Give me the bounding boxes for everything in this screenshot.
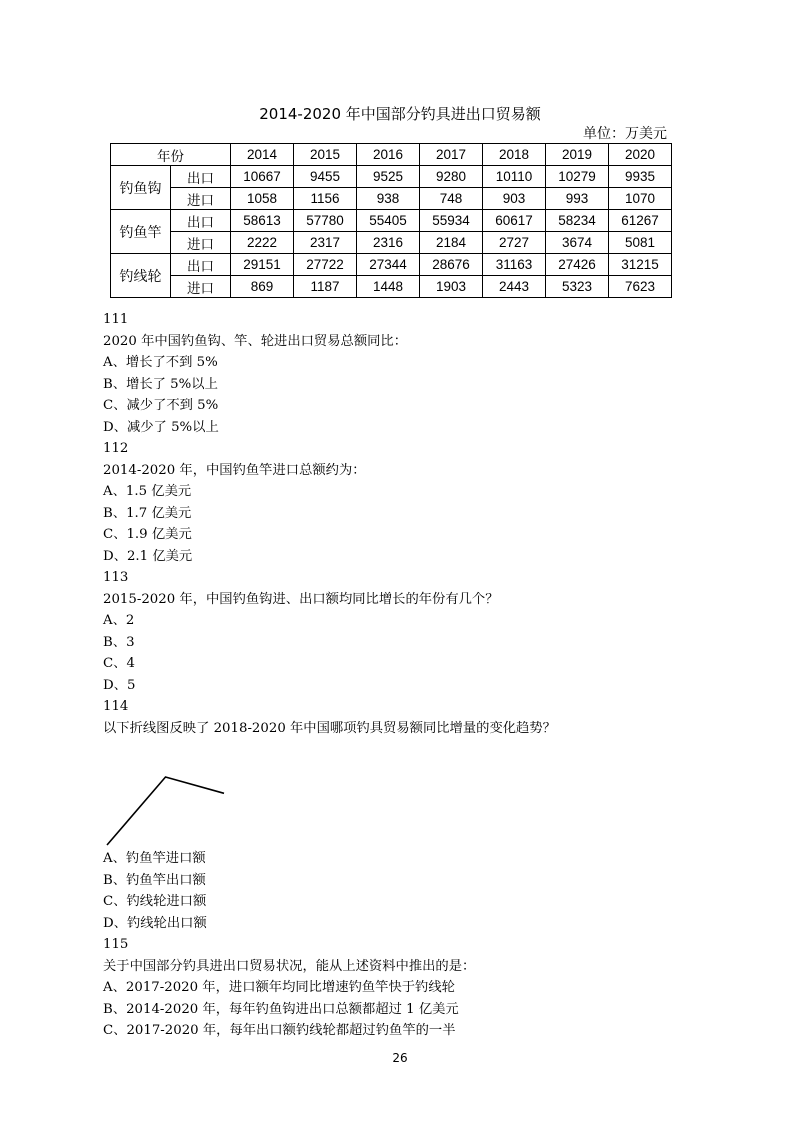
- year-cell: 2020: [609, 144, 672, 166]
- value-cell: 1058: [231, 188, 294, 210]
- value-cell: 3674: [546, 232, 609, 254]
- questions-section: [103, 309, 703, 1042]
- table-row: [111, 276, 672, 298]
- year-cell: 2017: [420, 144, 483, 166]
- value-cell: 9935: [609, 166, 672, 188]
- option: C、1.9 亿美元: [103, 527, 192, 542]
- option: B、1.7 亿美元: [103, 505, 192, 521]
- value-cell: 1448: [357, 276, 420, 298]
- trade-table: [110, 143, 672, 298]
- table-row: [111, 210, 672, 232]
- page-number: 26: [392, 1051, 408, 1065]
- value-cell: 1156: [294, 188, 357, 210]
- year-header: 年份: [111, 144, 231, 166]
- value-cell: 2184: [420, 232, 483, 254]
- value-cell: 27426: [546, 254, 609, 276]
- value-cell: 31163: [483, 254, 546, 276]
- option: D、2.1 亿美元: [103, 548, 193, 564]
- table-row: [111, 254, 672, 276]
- question-text: 以下折线图反映了 2018-2020 年中国哪项钓具贸易额同比增量的变化趋势？: [103, 720, 556, 736]
- value-cell: 27344: [357, 254, 420, 276]
- year-cell: 2016: [357, 144, 420, 166]
- year-cell: 2018: [483, 144, 546, 166]
- value-cell: 28676: [420, 254, 483, 276]
- question-text: 2020 年中国钓鱼钩、竿、轮进出口贸易总额同比：: [103, 333, 408, 349]
- option: C、钓线轮进口额: [103, 894, 207, 909]
- option: B、2014-2020 年，每年钓鱼钩进出口总额都超过 1 亿美元: [103, 1001, 459, 1017]
- option: A、增长了不到 5%: [103, 355, 218, 370]
- option: A、1.5 亿美元: [103, 484, 192, 499]
- value-cell: 938: [357, 188, 420, 210]
- value-cell: 869: [231, 276, 294, 298]
- value-cell: 9455: [294, 166, 357, 188]
- question-text: 关于中国部分钓具进出口贸易状况，能从上述资料中推出的是：: [103, 958, 476, 974]
- flow-label: 进口: [171, 232, 231, 254]
- value-cell: 2317: [294, 232, 357, 254]
- value-cell: 57780: [294, 210, 357, 232]
- value-cell: 61267: [609, 210, 672, 232]
- value-cell: 27722: [294, 254, 357, 276]
- value-cell: 58234: [546, 210, 609, 232]
- flow-label: 进口: [171, 276, 231, 298]
- table-row: [111, 166, 672, 188]
- value-cell: 29151: [231, 254, 294, 276]
- question-number: 111: [103, 312, 129, 327]
- option: C、4: [103, 656, 135, 671]
- table-title: 2014-2020 年中国部分钓具进出口贸易额: [259, 105, 541, 123]
- table-header-row: [111, 144, 672, 166]
- flow-label: 出口: [171, 254, 231, 276]
- value-cell: 1903: [420, 276, 483, 298]
- value-cell: 748: [420, 188, 483, 210]
- value-cell: 58613: [231, 210, 294, 232]
- option: D、减少了 5%以上: [103, 419, 219, 435]
- value-cell: 1070: [609, 188, 672, 210]
- question-number: 114: [103, 699, 129, 714]
- value-cell: 60617: [483, 210, 546, 232]
- value-cell: 9525: [357, 166, 420, 188]
- value-cell: 2443: [483, 276, 546, 298]
- option: D、钓线轮出口额: [103, 915, 207, 931]
- value-cell: 31215: [609, 254, 672, 276]
- option: B、3: [103, 634, 135, 650]
- option: A、钓鱼竿进口额: [103, 851, 206, 866]
- question-text: 2015-2020 年，中国钓鱼钩进、出口额均同比增长的年份有几个？: [103, 591, 499, 607]
- value-cell: 55405: [357, 210, 420, 232]
- value-cell: 9280: [420, 166, 483, 188]
- unit-label: 单位：万美元: [583, 126, 667, 142]
- flow-label: 进口: [171, 188, 231, 210]
- option: B、增长了 5%以上: [103, 376, 218, 392]
- table-row: [111, 232, 672, 254]
- value-cell: 2727: [483, 232, 546, 254]
- trend-line: [107, 777, 224, 845]
- option: C、2017-2020 年，每年出口额钓线轮都超过钓鱼竿的一半: [103, 1023, 456, 1038]
- value-cell: 993: [546, 188, 609, 210]
- value-cell: 2222: [231, 232, 294, 254]
- value-cell: 10667: [231, 166, 294, 188]
- year-cell: 2015: [294, 144, 357, 166]
- value-cell: 903: [483, 188, 546, 210]
- value-cell: 5323: [546, 276, 609, 298]
- option: D、5: [103, 677, 136, 693]
- year-cell: 2019: [546, 144, 609, 166]
- question-number: 115: [103, 937, 129, 952]
- category-cell: 钓线轮: [111, 254, 171, 298]
- table-row: [111, 188, 672, 210]
- value-cell: 2316: [357, 232, 420, 254]
- option: B、钓鱼竿出口额: [103, 872, 206, 888]
- value-cell: 1187: [294, 276, 357, 298]
- option: C、减少了不到 5%: [103, 398, 219, 413]
- value-cell: 5081: [609, 232, 672, 254]
- trend-line-figure: [103, 739, 703, 848]
- option: A、2017-2020 年，进口额年均同比增速钓鱼竿快于钓线轮: [103, 980, 455, 995]
- trend-line-chart: [103, 739, 243, 848]
- option: A、2: [103, 613, 135, 628]
- question-text: 2014-2020 年，中国钓鱼竿进口总额约为：: [103, 462, 366, 478]
- question-number: 112: [103, 441, 129, 456]
- flow-label: 出口: [171, 166, 231, 188]
- category-cell: 钓鱼竿: [111, 210, 171, 254]
- year-cell: 2014: [231, 144, 294, 166]
- value-cell: 7623: [609, 276, 672, 298]
- value-cell: 10110: [483, 166, 546, 188]
- category-cell: 钓鱼钩: [111, 166, 171, 210]
- value-cell: 55934: [420, 210, 483, 232]
- value-cell: 10279: [546, 166, 609, 188]
- question-number: 113: [103, 570, 129, 585]
- flow-label: 出口: [171, 210, 231, 232]
